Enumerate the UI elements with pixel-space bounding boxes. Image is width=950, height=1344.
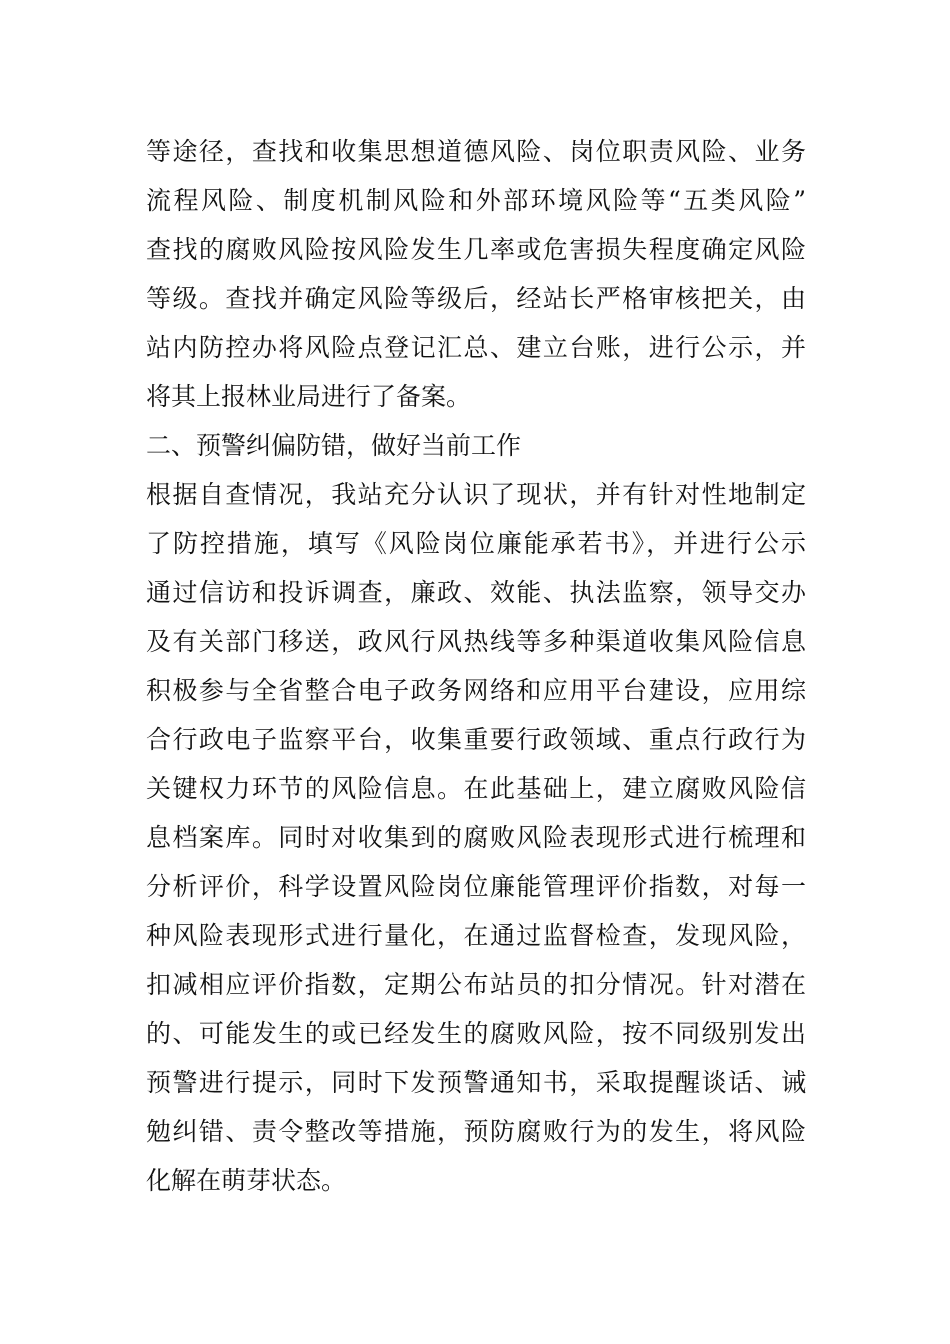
section-heading: 二、预警纠偏防错，做好当前工作 <box>146 431 522 460</box>
paragraph-line: 的、可能发生的或已经发生的腐败风险，按不同级别发出 <box>146 1019 806 1048</box>
paragraph-line: 关键权力环节的风险信息。在此基础上，建立腐败风险信 <box>146 774 806 803</box>
paragraph-line: 根据自查情况，我站充分认识了现状，并有针对性地制定 <box>146 480 806 509</box>
document-body <box>146 127 806 1205</box>
paragraph-line: 化解在萌芽状态。 <box>146 1166 347 1195</box>
paragraph-line: 查找的腐败风险按风险发生几率或危害损失程度确定风险 <box>146 235 806 264</box>
paragraph-line: 分析评价，科学设置风险岗位廉能管理评价指数，对每一 <box>146 872 806 901</box>
paragraph-line: 及有关部门移送，政风行风热线等多种渠道收集风险信息 <box>146 627 806 656</box>
paragraph-line: 预警进行提示，同时下发预警通知书，采取提醒谈话、诫 <box>146 1068 806 1097</box>
paragraph-line: 扣减相应评价指数，定期公布站员的扣分情况。针对潜在 <box>146 970 806 999</box>
paragraph-line: 合行政电子监察平台，收集重要行政领域、重点行政行为 <box>146 725 806 754</box>
paragraph-line: 站内防控办将风险点登记汇总、建立台账，进行公示，并 <box>146 333 806 362</box>
paragraph-line: 息档案库。同时对收集到的腐败风险表现形式进行梳理和 <box>146 823 806 852</box>
paragraph-line: 了防控措施，填写《风险岗位廉能承若书》，并进行公示 <box>146 529 806 558</box>
paragraph-line: 流程风险、制度机制风险和外部环境风险等“五类风险” <box>146 186 806 215</box>
paragraph-line: 通过信访和投诉调查，廉政、效能、执法监察，领导交办 <box>146 578 806 607</box>
paragraph-line: 勉纠错、责令整改等措施，预防腐败行为的发生，将风险 <box>146 1117 806 1146</box>
paragraph-line: 种风险表现形式进行量化，在通过监督检查，发现风险， <box>146 921 806 950</box>
paragraph-line: 将其上报林业局进行了备案。 <box>146 382 472 411</box>
paragraph-line: 等途径，查找和收集思想道德风险、岗位职责风险、业务 <box>146 137 806 166</box>
paragraph-line: 等级。查找并确定风险等级后，经站长严格审核把关，由 <box>146 284 806 313</box>
paragraph-line: 积极参与全省整合电子政务网络和应用平台建设，应用综 <box>146 676 806 705</box>
